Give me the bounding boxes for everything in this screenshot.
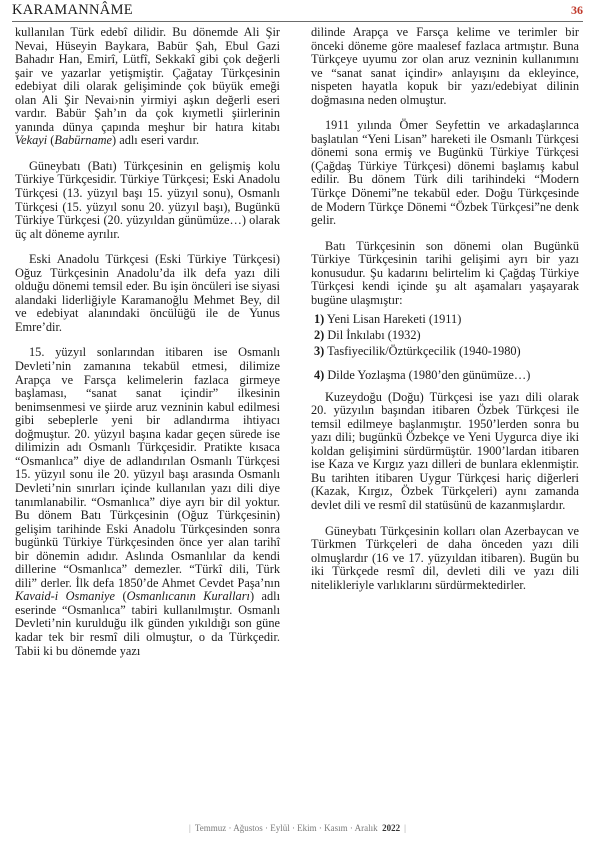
paragraph: Güneybatı Türkçesinin kolları olan Azerbaycan ve Türkmen Türkçeleri de daha önceden yazı dili olmuşlardır (16 ve 17. yüzyıldan itibaren). Bugün bu iki Türkçede resmî dil, devleti dili ve yazı dili nitelikleriyle varlıklarını sürdürmektedirler. (311, 523, 579, 592)
footer-months: Temmuz · Ağustos · Eylül · Ekim · Kasım · Aralık (194, 823, 378, 833)
footer-year: 2022 (382, 823, 401, 833)
paragraph: Güneybatı (Batı) Türkçesinin en gelişmiş kolu Türkiye Türkçesidir. Türkiye Türkçesi; Eski Anadolu Türkçesi (13. yüzyıl başı 15. yüzyıl sonu), Osmanlı Türkçesi (15. yüzyıl sonu 20. yüzyıl başı), Bugünkü Türkiye Türkçesi (20. yüzyıldan günümüze…) olarak üç alt döneme ayrılır. (15, 158, 280, 241)
footer-separator: | (404, 823, 406, 833)
page-footer (0, 823, 595, 833)
book-title: Osmanlıcanın Kuralları (126, 589, 250, 604)
paragraph: dilinde Arapça ve Farsça kelime ve terimler bir önceki döneme göre maalesef fazlaca artmıştır. Buna Türkçeye uyumu zor olan aruz vezninin kullanımını ve “sanat sanat içindir» anlayışını da ekleyince, nispeten hayatla kopuk bir yazı/edebiyat dilinin doğmasına neden olmuştur. (311, 25, 579, 107)
list-item: 1) Yeni Lisan Hareketi (1911) (314, 312, 462, 327)
book-title: Kavaid-i Osmaniye (15, 589, 116, 604)
paragraph: Eski Anadolu Türkçesi (Eski Türkiye Türkçesi) Oğuz Türkçesinin Anadolu’da ilk defa yazı dili olduğu dönemi temsil eder. Bu işin öncüleri ise siyasi alandaki liderliğiyle Karamanoğlu Mehmet Bey, dil ve edebiyat alanındaki öncülüğü ile de Yunus Emre’dir. (15, 252, 280, 334)
paragraph: kullanılan Türk edebî dilidir. Bu dönemde Ali Şir Nevai, Hüseyin Baykara, Babür Şah, Ebul Gazi Bahadır Han, Emirî, Lütfî, Sekkakî gibi çok değerli şair ve yazarlar yetişmiştir. Çağatay Türkçesinin edebiyat dili olarak gelişiminde çok büyük emeği olan Ali Şir Nevai›nin yirmiyi aşkın değerli eseri vardır. Babür Şah’ın da çok kıymetli şiirlerinin yanında dünya çapında meşhur bir hatıra kitabı Vekayi (Babürname) adlı eseri vardır. (15, 25, 280, 148)
phase-list (311, 313, 579, 382)
list-item: 2) Dil İnkılabı (1932) (314, 328, 421, 343)
header-rule (12, 21, 583, 22)
paragraph: Batı Türkçesinin son dönemi olan Bugünkü Türkiye Türkçesinin tarihi gelişimi ayrı bir yazı konusudur. Şu kadarını belirtelim ki Çağdaş Türkiye Türkçesi kendi içinde şu alt aşamaları yaşayarak bugüne ulaşmıştır: (311, 238, 579, 307)
paragraph: 1911 yılında Ömer Seyfettin ve arkadaşlarınca başlatılan “Yeni Lisan” hareketi ile Osmanlı Türkçesi dönemi sona ermiş ve Bugünkü Türkiye Türkçesi (Çağdaş Türkiye Türkçesi) dönemi başlamış kabul edilir. Bu dönem Türk dili tarihindeki “Modern Türkçe Dönemi”ne tekabül eder. Doğu Türkçesinde de Modern Türkçe Dönemi “Özbek Türkçesi”ne denk gelir. (311, 118, 579, 228)
list-item: 4) Dilde Yozlaşma (1980’den günümüze…) (314, 368, 531, 383)
journal-name: KARAMANNÂME (12, 2, 133, 18)
footer-separator: | (189, 823, 191, 833)
paragraph: 15. yüzyıl sonlarından itibaren ise Osmanlı Devleti’nin zamanına tekabül etmesi, dilimize Arapça ve Farsça kelimelerin fazlaca girmeye başlaması, “sanat sanat içindir” ilkesinin benimsenmesi ve şiirde aruz vezninin kabul edilmesi gibi sebeplerle yeni bir adlandırma ihtiyacı doğmuştur. 20. yüzyıl başına kadar geçen sürede ise dilimizin adı Osmanlı Türkçesidir. Pratikte kısaca “Osmanlıca” diye de adlandırılan Osmanlı Türkçesi 15. yüzyıl sonu ile 20. yüzyıl başı arasında Osmanlı Devleti’nin sınırları içinde kullanılan yazı dili diye tanımlanabilir. “Osmanlıca” diye ayrı bir dil yoktur. Bu dönem Batı Türkçesinin (Oğuz Türkçesinin) gelişim tarihinde Eski Anadolu Türkçesinden sonra bugünkü Türkiye Türkçesinden önce yer alan tarihî bir dönemin adıdır. Aslında Osmanlılar da kendi dillerine “Osmanlıca” demezler. “Türkî dili, Türk dili” derler. İlk defa 1850’de Ahmet Cevdet Paşa’nın Kavaid-i Osmaniye (Osmanlıcanın Kuralları) adlı eserinde “Osmanlıca” tabiri kullanılmıştır. Osmanlı Devleti’nin kurulduğu ilk günden yıkıldığı son güne kadar tek bir resmî dili olmuştur, o da Türkçedir. Tabii ki bu dönemde yazı (15, 345, 280, 658)
page-number: 36 (571, 3, 583, 17)
book-title: Babürname (54, 133, 113, 148)
book-title: Vekayi (15, 133, 48, 148)
page-header (12, 2, 583, 20)
list-item: 3) Tasfiyecilik/Öztürkçecilik (1940-1980) (314, 344, 521, 359)
right-column (311, 26, 579, 600)
paragraph: Kuzeydoğu (Doğu) Türkçesi ise yazı dili olarak 20. yüzyılın başından itibaren Özbek Türkçesi ile temsil edilmeye başlanmıştır. 1950’lerden sonra bu yazı dili; bugünkü Özbekçe ve Yeni Uygurca diye iki koldan gelişimini sürdürmüştür. 1900’lardan itibaren ise Kaza ve Kırgız yazı dilleri de bunlara eklenmiştir. Bu tarihten itibaren Uygur Türkçesi hariç diğerleri (Kazak, Kırgız, Özbek Türkçeleri) aynı zamanda devlet dili ve resmî dil statüsünü de kazanmışlardır. (311, 389, 579, 512)
left-column (15, 26, 280, 666)
